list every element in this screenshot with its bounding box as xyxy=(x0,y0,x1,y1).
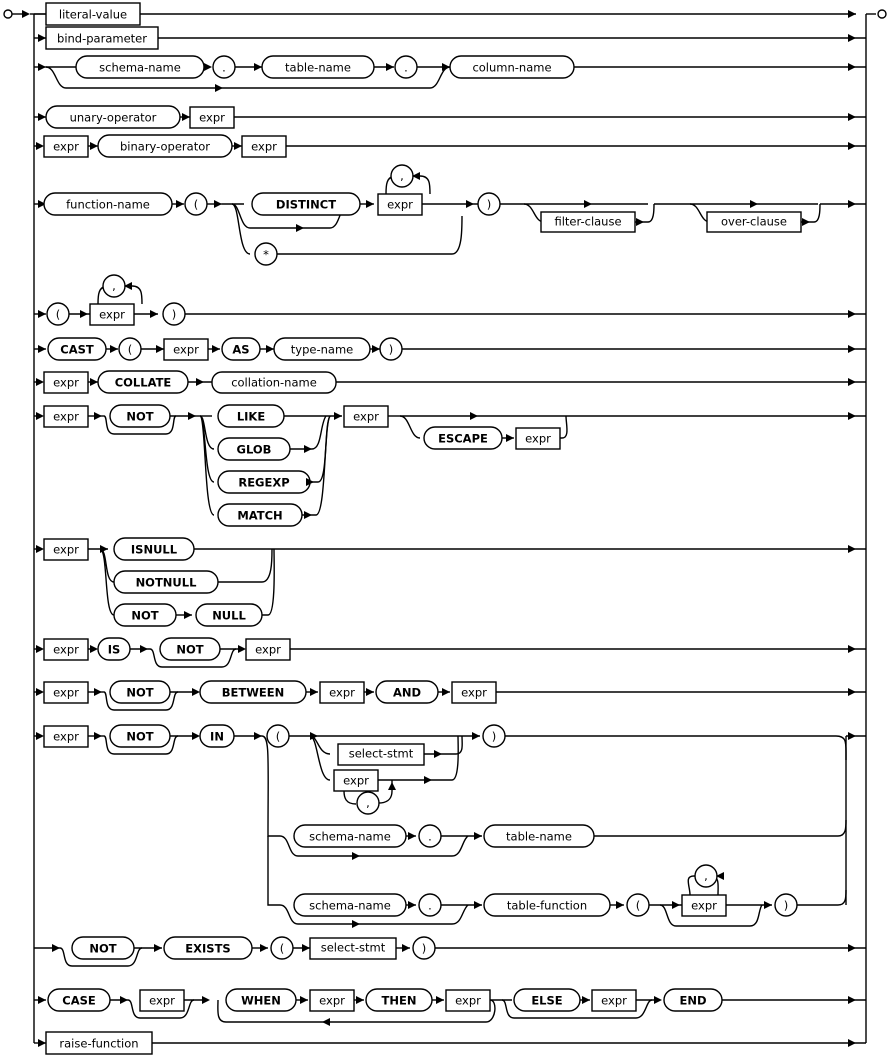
label-schema-name-14b: schema-name xyxy=(309,898,391,913)
label-over-clause: over-clause xyxy=(721,214,787,229)
label-expr-16c: expr xyxy=(455,993,481,1008)
row10-a1 xyxy=(94,412,102,420)
row15-a4 xyxy=(402,944,410,952)
row14-branchC-out xyxy=(797,890,846,905)
row2-in-arrow xyxy=(38,34,46,42)
row6-filter-out-arrow xyxy=(636,218,644,226)
row5-a1 xyxy=(90,142,98,150)
label-lparen-14b: ( xyxy=(635,898,641,913)
row9-in-arrow xyxy=(36,378,44,386)
label-expr-6: expr xyxy=(387,197,413,212)
label-in: IN xyxy=(210,729,224,744)
label-select-stmt-14: select-stmt xyxy=(348,746,414,761)
row14-a11 xyxy=(672,901,680,909)
row14-a12 xyxy=(764,901,772,909)
label-table-name-3: table-name xyxy=(285,60,351,75)
row10-glob-arrow xyxy=(304,445,312,453)
row6-star-in xyxy=(232,204,250,254)
label-expr-10c: expr xyxy=(525,431,551,446)
row5-in-arrow xyxy=(36,142,44,150)
label-rparen-14b: ) xyxy=(783,898,789,913)
label-end: END xyxy=(679,993,707,1008)
label-expr-14b: expr xyxy=(343,773,369,788)
label-like: LIKE xyxy=(236,409,266,424)
row12-a2 xyxy=(140,645,148,653)
row14-branchB-out xyxy=(594,820,846,836)
row6-filter-bypass-arrow xyxy=(584,200,592,208)
label-expr-13b: expr xyxy=(329,685,355,700)
label-column-name-3: column-name xyxy=(472,60,552,75)
label-comma-7: , xyxy=(112,278,116,293)
label-lparen-8: ( xyxy=(127,342,133,357)
row13-a4 xyxy=(366,688,374,696)
row16-a7 xyxy=(582,996,590,1004)
row3-a3 xyxy=(386,63,394,71)
label-expr-14: expr xyxy=(53,729,79,744)
label-table-name-14: table-name xyxy=(506,829,572,844)
row16-arrow xyxy=(848,996,856,1004)
row11-notnull-out xyxy=(218,549,272,582)
label-expr-12b: expr xyxy=(255,642,281,657)
label-collate: COLLATE xyxy=(114,375,172,390)
row2-arrow xyxy=(848,34,856,42)
row13-a2 xyxy=(192,688,200,696)
label-not-14: NOT xyxy=(126,729,154,744)
label-filter-clause: filter-clause xyxy=(554,214,622,229)
row10-escape-in xyxy=(400,416,420,438)
label-rparen-14: ) xyxy=(491,729,497,744)
label-unary-operator: unary-operator xyxy=(69,110,157,125)
row6-a3 xyxy=(366,200,374,208)
row15-in-arrow xyxy=(52,944,60,952)
label-exists: EXISTS xyxy=(185,941,231,956)
label-case: CASE xyxy=(62,993,96,1008)
row3-a1 xyxy=(204,63,212,71)
label-expr-4: expr xyxy=(199,110,225,125)
row14-in-arrow xyxy=(36,732,44,740)
label-lparen-6: ( xyxy=(193,197,199,212)
label-then: THEN xyxy=(381,993,417,1008)
row14-branchA-out xyxy=(505,736,846,752)
row16-a2 xyxy=(202,996,210,1004)
row12-arrow xyxy=(848,645,856,653)
row6-a2 xyxy=(214,200,222,208)
label-lparen-7: ( xyxy=(55,307,61,322)
row14-branchB-bypass-arrow xyxy=(352,852,360,860)
label-expr-5a: expr xyxy=(53,139,79,154)
label-dot-3a: . xyxy=(222,60,226,75)
label-match: MATCH xyxy=(237,508,283,523)
row14-arrow xyxy=(848,732,856,740)
label-expr-16a: expr xyxy=(149,993,175,1008)
row14-comma-out xyxy=(379,780,392,803)
row15-a3 xyxy=(302,944,310,952)
row11-in-arrow xyxy=(36,545,44,553)
label-as: AS xyxy=(232,342,250,357)
row9-a1 xyxy=(90,378,98,386)
label-collation-name: collation-name xyxy=(231,375,317,390)
row14-a2 xyxy=(192,732,200,740)
label-not-11: NOT xyxy=(131,608,159,623)
entry-dot xyxy=(4,10,12,18)
row12-a1 xyxy=(90,645,98,653)
label-between: BETWEEN xyxy=(221,685,285,700)
label-expr-11: expr xyxy=(53,542,79,557)
row16-a4 xyxy=(356,996,364,1004)
label-rparen-8: ) xyxy=(388,342,394,357)
row14-branchB-in xyxy=(262,736,280,836)
label-not-12: NOT xyxy=(176,642,204,657)
row7-a1 xyxy=(80,310,88,318)
row6-arrow xyxy=(848,200,856,208)
row8-a5 xyxy=(372,345,380,353)
row12-a3 xyxy=(238,645,246,653)
row14-comma-arrow xyxy=(388,782,396,790)
label-not-10: NOT xyxy=(126,409,154,424)
row11-a2 xyxy=(184,611,192,619)
row10-escape-out xyxy=(560,416,567,438)
row14-a10 xyxy=(616,901,624,909)
row14-branchC-bypass-arrow xyxy=(352,920,360,928)
row15-a2 xyxy=(260,944,268,952)
label-glob: GLOB xyxy=(236,442,272,457)
row10-escape-bypass-arrow xyxy=(470,412,478,420)
label-star-6: * xyxy=(263,247,269,262)
label-expr-9: expr xyxy=(53,375,79,390)
label-function-name: function-name xyxy=(66,197,150,212)
label-expr-7: expr xyxy=(99,307,125,322)
label-select-stmt-15: select-stmt xyxy=(320,940,386,955)
row16-a5 xyxy=(436,996,444,1004)
label-and-13: AND xyxy=(392,685,422,700)
row6-over-bypass-arrow xyxy=(750,200,758,208)
row7-in-arrow xyxy=(38,310,46,318)
label-isnull: ISNULL xyxy=(130,542,178,557)
row14-exprlist-in xyxy=(310,736,330,780)
row16-in-arrow xyxy=(38,996,46,1004)
row10-in-arrow xyxy=(36,412,44,420)
row8-arrow xyxy=(848,345,856,353)
row14-a3 xyxy=(254,732,262,740)
label-table-function: table-function xyxy=(506,898,588,913)
label-expr-8: expr xyxy=(173,342,199,357)
row14-branchC-in xyxy=(268,836,280,905)
row14-a6 xyxy=(408,832,416,840)
label-expr-13c: expr xyxy=(461,685,487,700)
row12-in-arrow xyxy=(36,645,44,653)
row14-exprlist-arrow xyxy=(424,776,432,784)
row6-distinct-bypass-arrow xyxy=(296,224,304,232)
row15-arrow xyxy=(848,944,856,952)
row14-a7 xyxy=(474,832,482,840)
row8-a4 xyxy=(266,345,274,353)
label-expr-16d: expr xyxy=(601,993,627,1008)
label-when: WHEN xyxy=(241,993,281,1008)
row8-a3 xyxy=(212,345,220,353)
row3-in-arrow xyxy=(38,63,46,71)
row3-a4 xyxy=(442,63,450,71)
row7-arrow xyxy=(848,310,856,318)
row16-a8 xyxy=(654,996,662,1004)
row6-a1 xyxy=(176,200,184,208)
label-lparen-14: ( xyxy=(275,729,281,744)
label-dot-14a: . xyxy=(428,829,432,844)
row13-arrow xyxy=(848,688,856,696)
row17-arrow xyxy=(848,1039,856,1047)
label-rparen-7: ) xyxy=(171,307,177,322)
label-not-13: NOT xyxy=(126,685,154,700)
row6-a5 xyxy=(466,200,474,208)
label-comma-14: , xyxy=(366,795,370,810)
label-lparen-15: ( xyxy=(279,941,285,956)
label-dot-14b: . xyxy=(428,898,432,913)
label-schema-name-3: schema-name xyxy=(99,60,181,75)
row5-a2 xyxy=(234,142,242,150)
row3-a2 xyxy=(254,63,262,71)
label-bind-parameter: bind-parameter xyxy=(57,31,147,46)
row4-arrow xyxy=(848,113,856,121)
label-regexp: REGEXP xyxy=(238,475,290,490)
row14-a5 xyxy=(472,732,480,740)
exit-dot xyxy=(878,10,886,18)
row6-over-out-arrow xyxy=(802,218,810,226)
row14-selectstmt-out xyxy=(424,736,462,754)
label-raise-function: raise-function xyxy=(59,1036,139,1051)
row7-a2 xyxy=(150,310,158,318)
row9-arrow xyxy=(848,378,856,386)
row10-glob-out xyxy=(290,416,326,449)
row15-a1 xyxy=(154,944,162,952)
label-expr-5b: expr xyxy=(251,139,277,154)
row14-comma-in xyxy=(344,791,356,804)
label-expr-10a: expr xyxy=(53,409,79,424)
entry-arrow xyxy=(22,10,30,18)
label-dot-3b: . xyxy=(404,60,408,75)
row4-a1 xyxy=(182,113,190,121)
label-schema-name-14a: schema-name xyxy=(309,829,391,844)
row1-arrow xyxy=(848,10,856,18)
row14-selectstmt-arrow xyxy=(434,750,442,758)
label-expr-13a: expr xyxy=(53,685,79,700)
label-type-name: type-name xyxy=(290,342,354,357)
row10-match-out xyxy=(302,416,330,515)
label-expr-14c: expr xyxy=(691,898,717,913)
label-binary-operator: binary-operator xyxy=(120,139,210,154)
label-null: NULL xyxy=(212,608,246,623)
row8-in-arrow xyxy=(38,345,46,353)
label-cast: CAST xyxy=(60,342,94,357)
row14-a1 xyxy=(94,732,102,740)
row8-a1 xyxy=(110,345,118,353)
label-notnull: NOTNULL xyxy=(135,575,197,590)
row10-a2 xyxy=(188,412,196,420)
row10-arrow xyxy=(848,412,856,420)
row5-arrow xyxy=(848,142,856,150)
row13-in-arrow xyxy=(36,688,44,696)
label-else: ELSE xyxy=(531,993,563,1008)
label-literal-value: literal-value xyxy=(58,7,128,22)
row10-a4 xyxy=(506,434,514,442)
label-rparen-15: ) xyxy=(421,941,427,956)
row13-a3 xyxy=(310,688,318,696)
label-expr-12a: expr xyxy=(53,642,79,657)
label-expr-16b: expr xyxy=(319,993,345,1008)
row10-match-arrow xyxy=(304,511,312,519)
row14-a8 xyxy=(408,901,416,909)
row3-arrow xyxy=(848,63,856,71)
row3-bypass-arrow xyxy=(215,84,223,92)
row16-when-loop-arrow xyxy=(322,1018,330,1026)
label-expr-10b: expr xyxy=(353,409,379,424)
label-comma-14c: , xyxy=(704,868,708,883)
label-escape: ESCAPE xyxy=(438,431,488,446)
label-comma-6: , xyxy=(400,168,404,183)
row4-in-arrow xyxy=(38,113,46,121)
row8-a2 xyxy=(156,345,164,353)
row16-a1 xyxy=(120,996,128,1004)
row11-notnull-in xyxy=(100,549,114,582)
row16-a3 xyxy=(300,996,308,1004)
label-distinct: DISTINCT xyxy=(275,197,337,212)
row17-in-arrow xyxy=(38,1039,46,1047)
label-rparen-6: ) xyxy=(486,197,492,212)
row9-a2 xyxy=(196,378,204,386)
row6-star-out xyxy=(277,216,462,254)
row13-a1 xyxy=(94,688,102,696)
row13-a5 xyxy=(442,688,450,696)
label-not-15: NOT xyxy=(89,941,117,956)
label-is: IS xyxy=(107,642,121,657)
row14-a9 xyxy=(474,901,482,909)
row11-arrow xyxy=(848,545,856,553)
row10-a3 xyxy=(334,412,342,420)
